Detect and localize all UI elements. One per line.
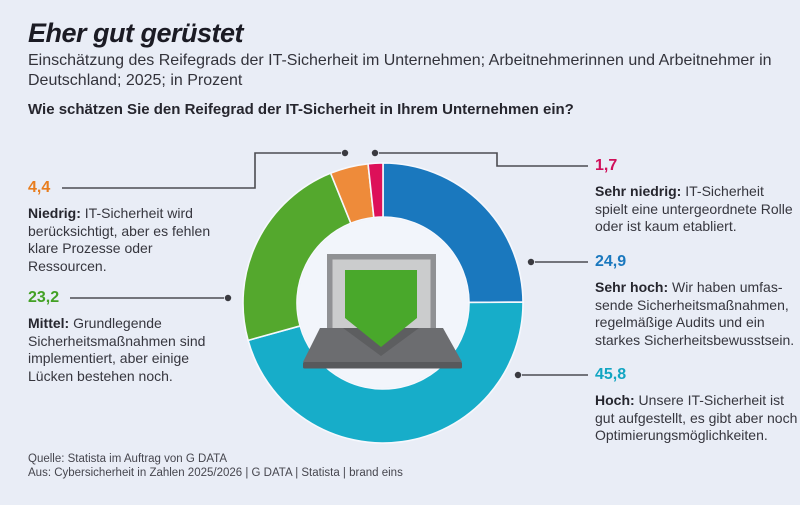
leader-dot xyxy=(528,259,534,265)
source-note xyxy=(28,452,403,480)
callout-niedrig xyxy=(28,180,213,275)
leader-line xyxy=(379,153,588,166)
callout-description: Hoch: Unsere IT-Sicherheit ist gut aufgestellt, es gibt aber noch Optimierungsmöglichkeiten. xyxy=(595,392,798,443)
leader-dot xyxy=(225,295,231,301)
leader-dot xyxy=(372,150,378,156)
callout-description: Niedrig: IT-Sicherheit wird berücksichtigt, aber es fehlen klare Prozesse oder Ressourcen. xyxy=(28,205,211,274)
subtitle-line-1: Einschätzung des Reifegrads der IT-Sicherheit im Unternehmen; Arbeitnehmerinnen und Arbeitnehmer in xyxy=(28,52,772,69)
callout-value: 24,9 xyxy=(595,253,627,270)
callout-value: 23,2 xyxy=(28,289,60,306)
callout-description: Mittel: Grundlegende Sicherheitsmaßnahmen sind implementiert, aber einige Lücken bestehen noch. xyxy=(28,315,206,384)
callout-value: 4,4 xyxy=(28,179,51,196)
source-line-1: Quelle: Statista im Auftrag von G DATA xyxy=(28,453,227,465)
callout-sehr-hoch xyxy=(595,254,800,349)
callout-value: 1,7 xyxy=(595,157,618,174)
survey-question: Wie schätzen Sie den Reifegrad der IT-Sicherheit in Ihrem Unternehmen ein? xyxy=(28,101,574,118)
page-title: Eher gut gerüstet xyxy=(28,18,244,48)
callout-description: Sehr niedrig: IT-Sicherheit spielt eine untergeordnete Rolle oder ist kaum etabliert. xyxy=(595,183,793,234)
callout-description: Sehr hoch: Wir haben umfassende Sicherheitsmaßnahmen, regelmäßige Audits und ein starkes Sicherheitsbewusstsein. xyxy=(595,279,795,348)
callout-value: 45,8 xyxy=(595,366,627,383)
callout-hoch xyxy=(595,367,800,445)
callout-mittel xyxy=(28,290,213,385)
source-line-2: Aus: Cybersicherheit in Zahlen 2025/2026 | G DATA | Statista | brand eins xyxy=(28,467,403,479)
leader-dot xyxy=(342,150,348,156)
leader-dot xyxy=(515,372,521,378)
subtitle-line-2: Deutschland; 2025; in Prozent xyxy=(28,71,243,89)
laptop-bottom-edge xyxy=(303,362,462,369)
callout-sehr-niedrig xyxy=(595,158,800,236)
